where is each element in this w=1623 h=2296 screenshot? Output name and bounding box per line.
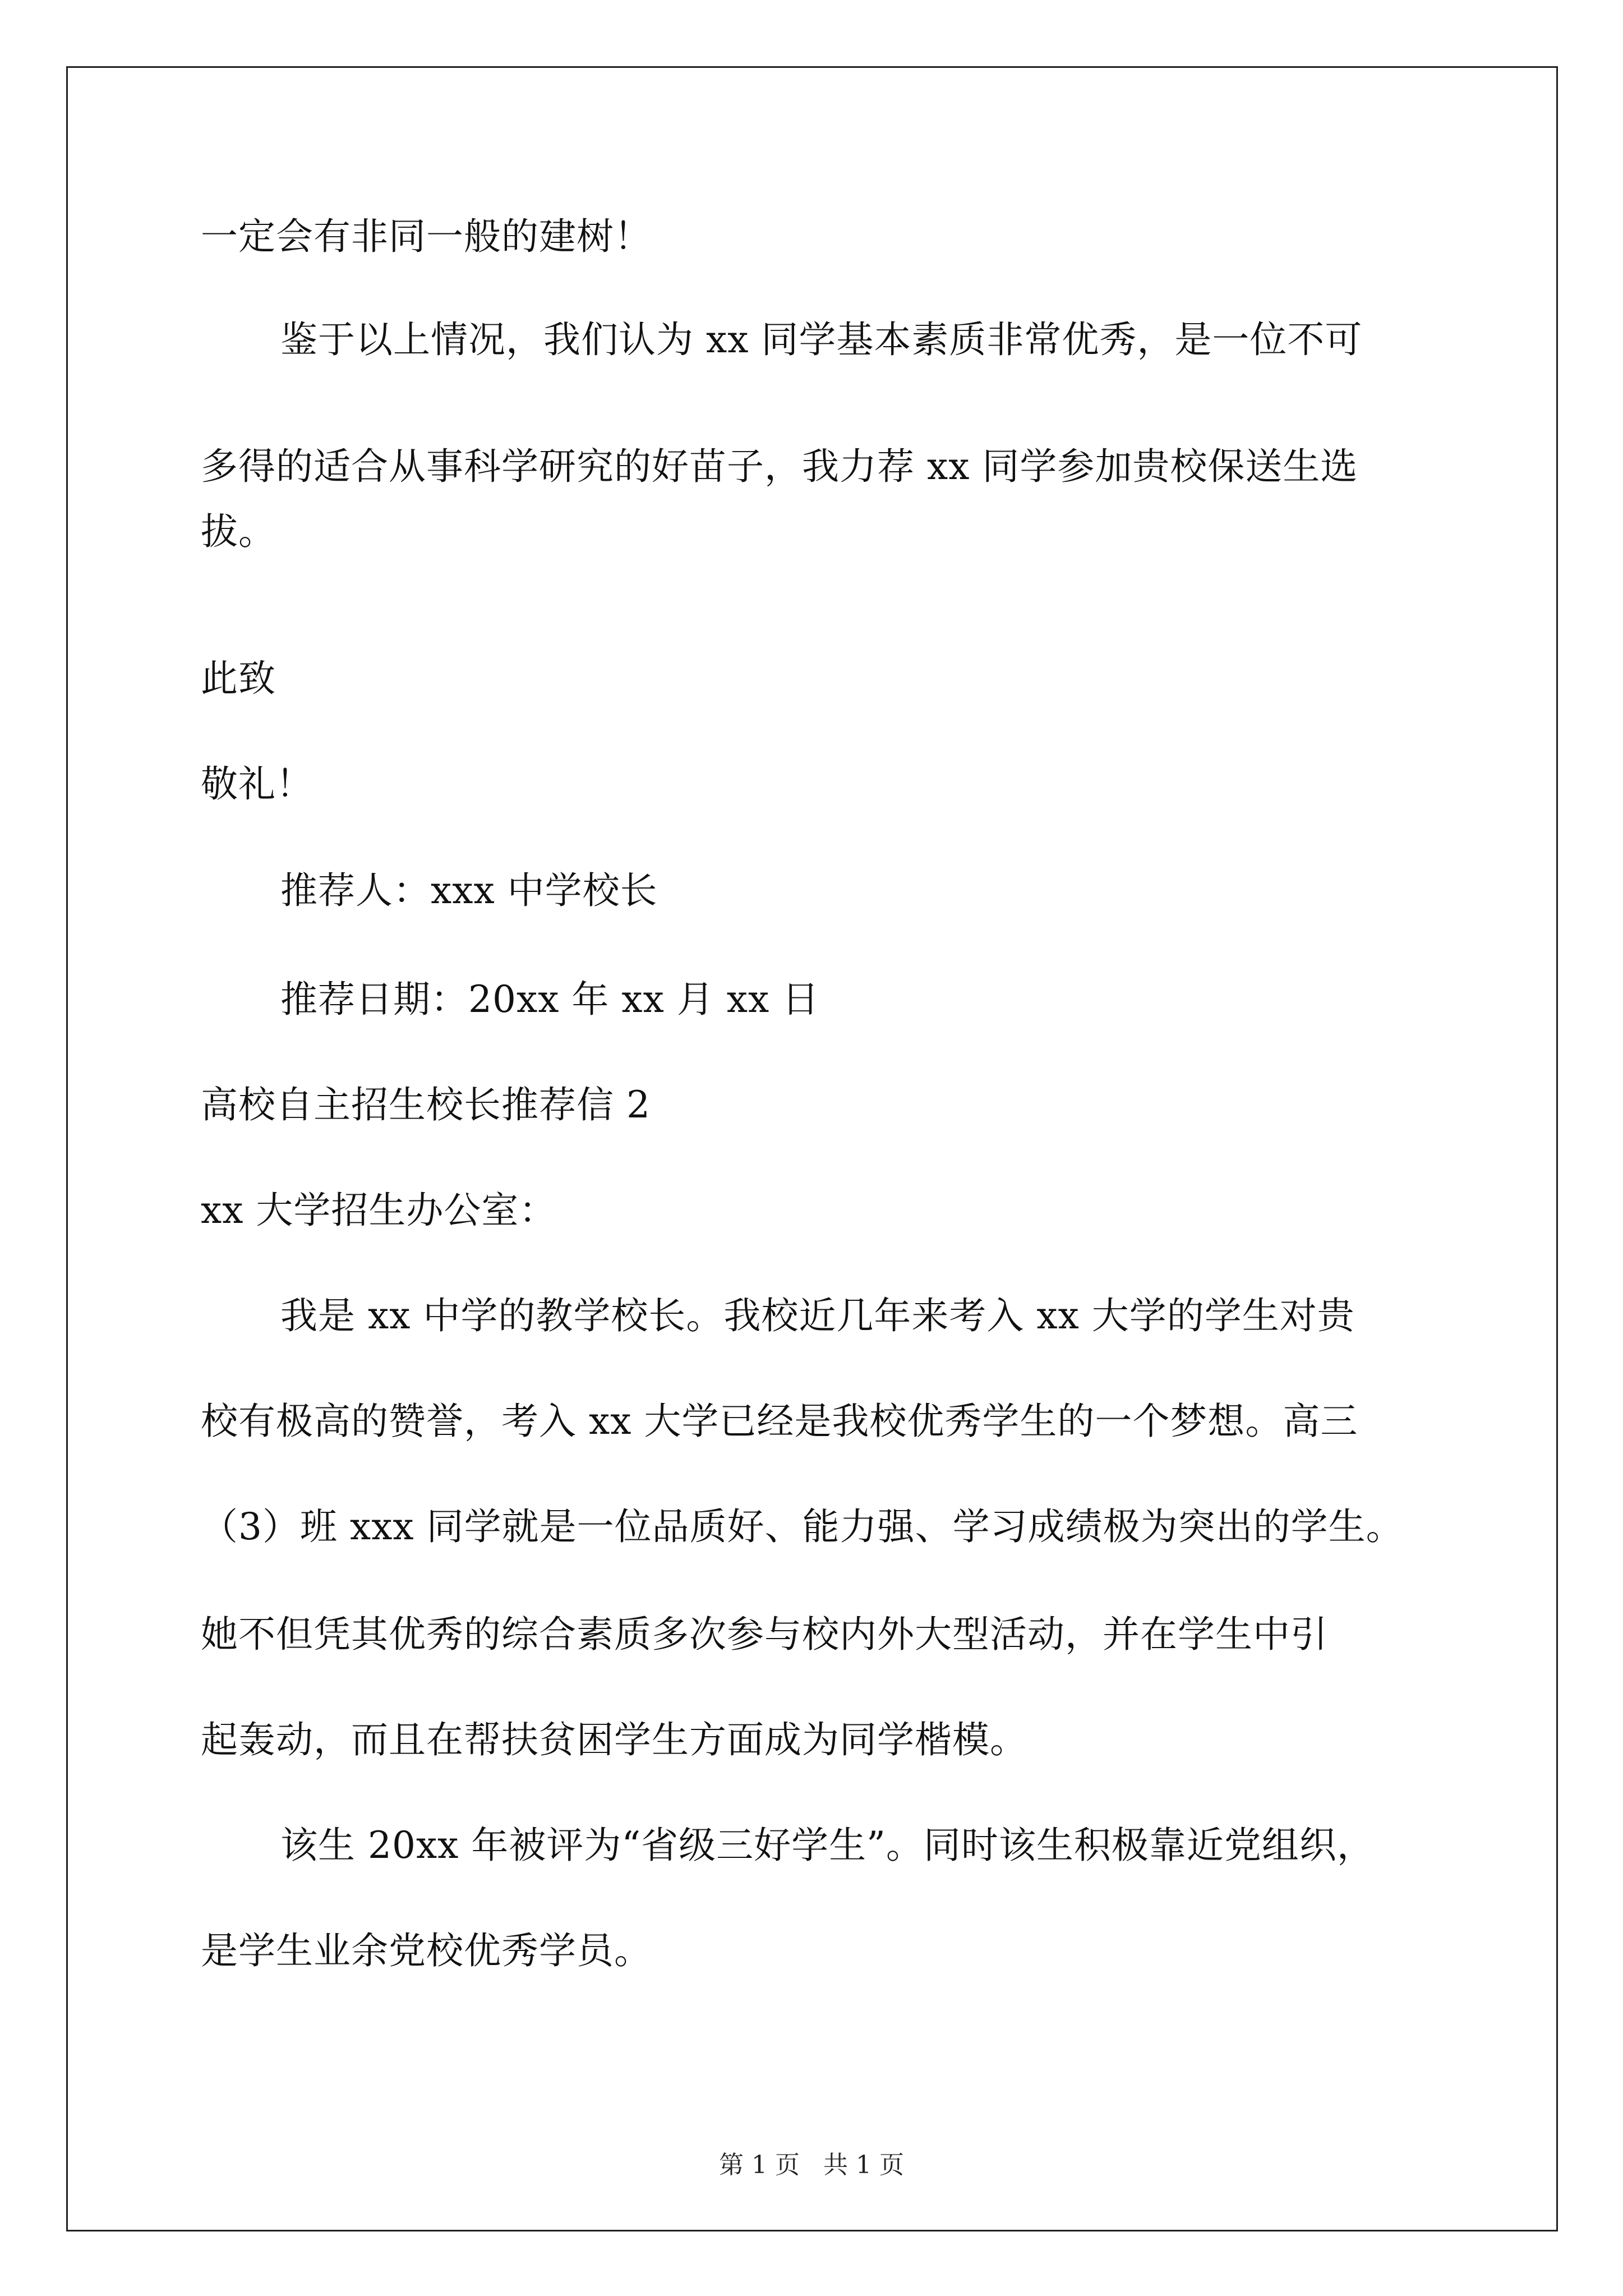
body-line-1: 我是 xx 中学的教学校长。我校近几年来考入 xx 大学的学生对贵	[280, 1294, 1355, 1337]
page-border	[66, 66, 1558, 2231]
page-number: 第 1 页	[719, 2151, 800, 2179]
body-line-4: 她不但凭其优秀的综合素质多次参与校内外大型活动，并在学生中引	[201, 1613, 1328, 1656]
body-line-5: 起轰动，而且在帮扶贫困学生方面成为同学楷模。	[201, 1718, 1027, 1761]
body-line-2: 校有极高的赞誉，考入 xx 大学已经是我校优秀学生的一个梦想。高三	[201, 1400, 1358, 1443]
text-line-3: 多得的适合从事科学研究的好苗子，我力荐 xx 同学参加贵校保送生选	[201, 445, 1358, 488]
text-line-1: 一定会有非同一般的建树！	[201, 215, 652, 258]
salutation-line: 此致	[201, 657, 276, 700]
text-line-2: 鉴于以上情况，我们认为 xx 同学基本素质非常优秀，是一位不可	[280, 318, 1363, 361]
recommender-line: 推荐人：xxx 中学校长	[280, 869, 658, 912]
regards-line: 敬礼！	[201, 762, 313, 806]
recipient-line: xx 大学招生办公室：	[201, 1189, 557, 1232]
page-total: 共 1 页	[823, 2151, 904, 2179]
section-title: 高校自主招生校长推荐信 2	[201, 1083, 651, 1126]
body-line-7: 是学生业余党校优秀学员。	[201, 1929, 652, 1972]
body-line-6: 该生 20xx 年被评为“省级三好学生”。同时该生积极靠近党组织，	[280, 1824, 1375, 1867]
body-line-3: （3）班 xxx 同学就是一位品质好、能力强、学习成绩极为突出的学生。	[201, 1505, 1404, 1548]
page-footer	[0, 2151, 1623, 2179]
text-line-4: 拔。	[201, 510, 276, 553]
date-line: 推荐日期：20xx 年 xx 月 xx 日	[280, 978, 820, 1021]
